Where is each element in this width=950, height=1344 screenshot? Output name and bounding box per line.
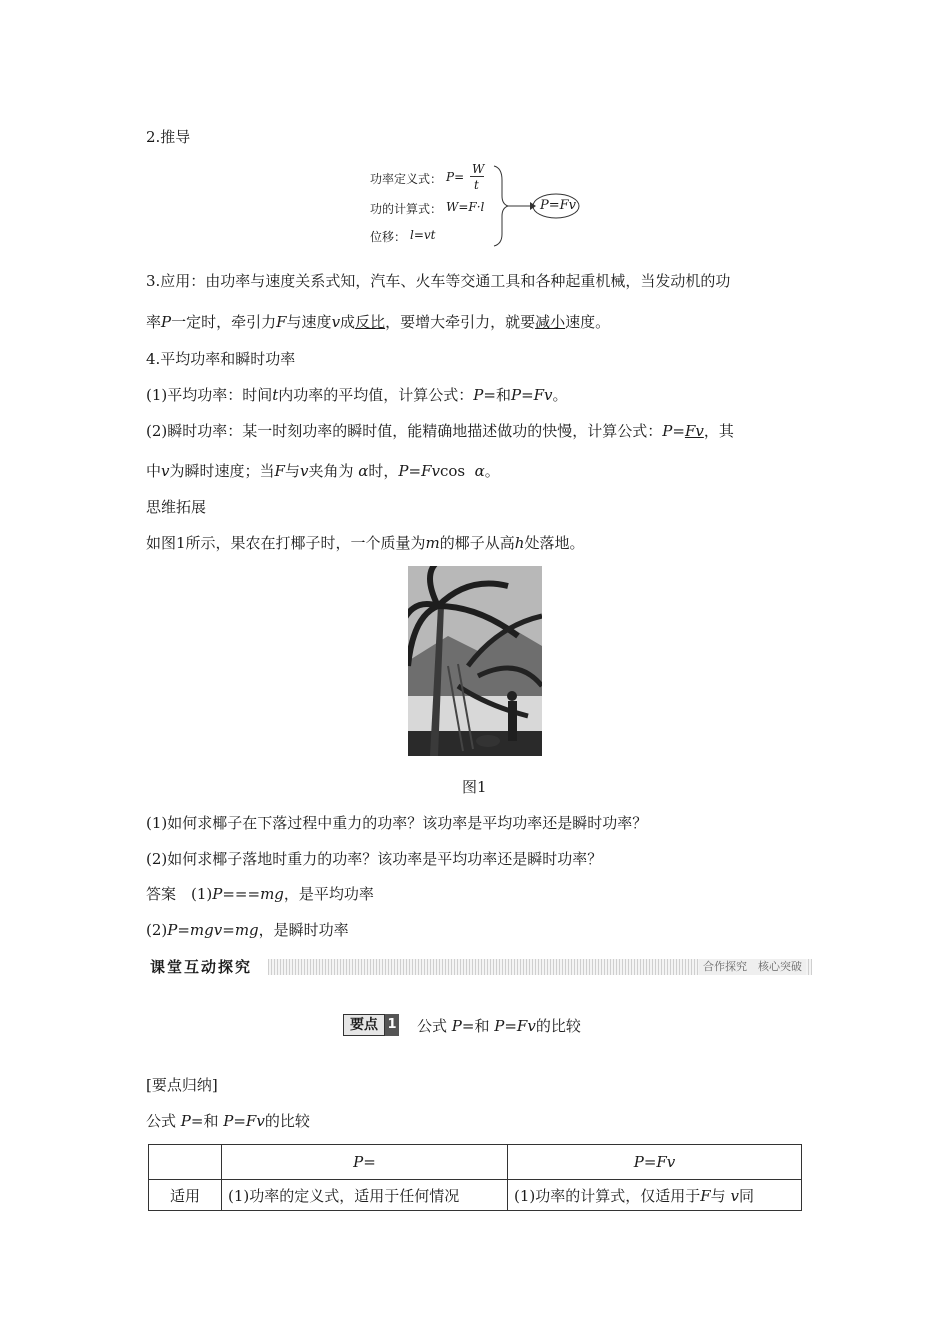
keypoint-title: 公式 P=和 P=Fv的比较 xyxy=(417,1016,581,1035)
answer-decrease: 减小 xyxy=(535,313,566,331)
answer-2: (2)P=mgv=mg，是瞬时功率 xyxy=(146,921,349,939)
intro-text: 如图1所示，果农在打椰子时，一个质量为m的椰子从高h处落地。 xyxy=(146,534,585,552)
section-3-line-1: 3.应用：由功率与速度关系式知，汽车、火车等交通工具和各种起重机械，当发动机的功 xyxy=(146,272,731,290)
result-formula: P=Fv xyxy=(540,198,577,213)
definition-label: 功率定义式： xyxy=(370,172,443,186)
question-1: (1)如何求椰子在下落过程中重力的功率？该功率是平均功率还是瞬时功率？ xyxy=(146,814,648,832)
definition-denominator: t xyxy=(474,178,479,192)
section-banner xyxy=(146,957,812,977)
answer-inverse: 反比 xyxy=(355,313,386,331)
keypoint-header xyxy=(343,1014,581,1036)
definition-formula: P= xyxy=(446,170,465,184)
row-cell-definition: (1)功率的定义式，适用于任何情况 xyxy=(222,1180,508,1211)
keypoint-number: 1 xyxy=(385,1014,399,1036)
header-definition: P= xyxy=(222,1145,508,1180)
keypoint-label: 要点 xyxy=(343,1014,385,1036)
summary-heading: [要点归纳] xyxy=(146,1076,218,1094)
instant-power-line-1: (2)瞬时功率：某一时刻功率的瞬时值，能精确地描述做功的快慢，计算公式：P=Fv，其 xyxy=(146,422,734,440)
section-2-heading: 2.推导 xyxy=(146,128,191,146)
displacement-label: 位移： xyxy=(370,230,407,244)
section-3-line-2: 率P一定时，牵引力F与速度v成反比，要增大牵引力，就要减小速度。 xyxy=(146,313,611,331)
displacement-formula: l=vt xyxy=(410,228,436,242)
work-label: 功的计算式： xyxy=(370,202,443,216)
average-power-line: (1)平均功率：时间t内功率的平均值，计算公式：P=和P=Fv。 xyxy=(146,386,568,404)
row-cell-calculation: (1)功率的计算式，仅适用于F与 v同 xyxy=(508,1180,802,1211)
answer-fv: Fv xyxy=(684,422,704,440)
work-formula: W=F·l xyxy=(446,200,485,214)
thinking-heading: 思维拓展 xyxy=(146,498,207,516)
table-header-row xyxy=(149,1145,802,1180)
instant-power-line-2: 中v为瞬时速度；当F与v夹角为 α时，P=Fvcos α。 xyxy=(146,462,500,480)
compare-title: 公式 P=和 P=Fv的比较 xyxy=(146,1112,310,1130)
section-4-heading: 4.平均功率和瞬时功率 xyxy=(146,350,296,368)
definition-numerator: W xyxy=(472,162,485,176)
table-row xyxy=(149,1180,802,1211)
header-calculation: P=Fv xyxy=(508,1145,802,1180)
banner-title: 课堂互动探究 xyxy=(146,957,258,977)
comparison-table xyxy=(148,1144,802,1211)
row-label: 适用 xyxy=(149,1180,222,1211)
derivation-diagram xyxy=(368,160,588,250)
figure-caption: 图1 xyxy=(462,778,487,796)
coconut-tree-photo xyxy=(408,566,542,756)
banner-subtitle: 合作探究 核心突破 xyxy=(699,959,806,975)
question-2: (2)如何求椰子落地时重力的功率？该功率是平均功率还是瞬时功率？ xyxy=(146,850,603,868)
answer-1: 答案 (1)P===mg，是平均功率 xyxy=(146,885,374,903)
